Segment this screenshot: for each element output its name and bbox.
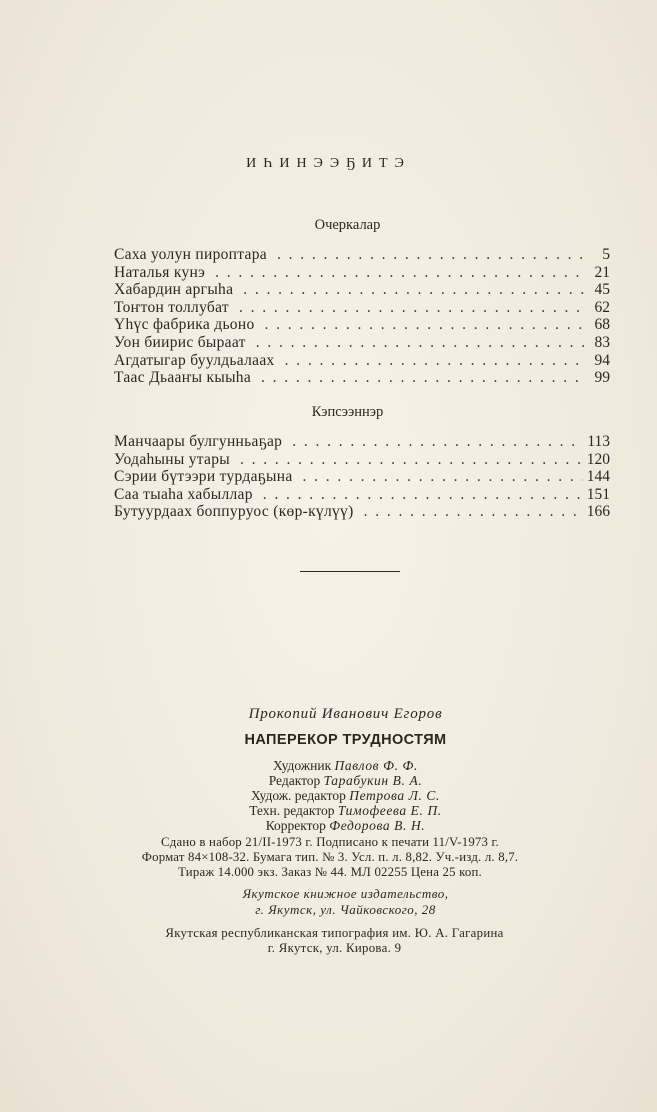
toc-entry-page: 120: [586, 450, 610, 468]
toc-entry-page: 144: [586, 468, 610, 486]
dot-leader: [265, 316, 586, 334]
publisher-block: [0, 886, 657, 918]
toc-entry-title: Уон биирис быраат: [114, 333, 246, 351]
toc-entry-page: 45: [594, 281, 610, 299]
dot-leader: [243, 281, 586, 299]
credit-name: Павлов Ф. Ф.: [334, 758, 418, 773]
publisher-line: г. Якутск, ул. Чайковского, 28: [255, 902, 436, 917]
publication-details: [0, 835, 657, 880]
toc-entry-title: Уодаһыны утары: [114, 450, 230, 468]
toc-entry-title: Тоҥтон толлубат: [114, 298, 229, 316]
credit-row: [0, 773, 657, 788]
credit-name: Тимофеева Е. П.: [337, 803, 442, 818]
toc-entry-title: Таас Дьааҥы кыыһа: [114, 369, 252, 387]
dot-leader: [292, 433, 583, 451]
dot-leader: [303, 468, 583, 486]
credit-role: Редактор: [268, 773, 321, 788]
toc-entry-page: 62: [594, 298, 610, 316]
toc-entry-title: Бутуурдаах боппуруос (көр-күлүү): [114, 503, 354, 521]
dot-leader: [256, 334, 586, 352]
author-name: Прокопий Иванович Егоров: [248, 706, 443, 722]
toc-entry-page: 113: [587, 433, 610, 450]
toc-list-stories: [114, 433, 610, 521]
publisher-line: Якутское книжное издательство,: [242, 886, 449, 901]
divider-rule: [300, 571, 400, 572]
toc-entry-page: 166: [586, 503, 610, 521]
credit-name: Федорова В. Н.: [329, 818, 426, 833]
section-title-essays: Очеркалар: [314, 217, 381, 233]
toc-entry: [114, 369, 610, 387]
credit-row: [0, 758, 657, 773]
toc-entry-title: Сэрии бүтээри турдаҕына: [114, 468, 293, 486]
credit-role: Худож. редактор: [250, 788, 346, 803]
toc-entry-title: Үһүс фабрика дьоно: [114, 316, 255, 334]
toc-entry: [114, 246, 610, 264]
publication-line: Тираж 14.000 экз. Заказ № 44. МЛ 02255 Цена 25 коп.: [178, 865, 482, 879]
section-title-stories: Кэпсээннэр: [311, 404, 384, 420]
credit-role: Корректор: [265, 818, 326, 833]
credits-block: [0, 758, 657, 833]
toc-entry-page: 21: [594, 263, 610, 281]
contents-heading: ИҺИНЭЭҔИТЭ: [246, 156, 411, 171]
publication-line: Сдано в набор 21/II-1973 г. Подписано к печати 11/V-1973 г.: [161, 835, 499, 849]
toc-entry: [114, 264, 610, 282]
credit-row: [0, 788, 657, 803]
dot-leader: [277, 246, 586, 264]
dot-leader: [215, 264, 586, 282]
toc-entry: [114, 316, 610, 334]
dot-leader: [263, 486, 583, 504]
toc-entry: [114, 451, 610, 469]
dot-leader: [364, 503, 583, 521]
toc-entry-page: 99: [594, 369, 610, 387]
credit-name: Тарабукин В. А.: [323, 773, 423, 788]
publication-line: Формат 84×108-32. Бумага тип. № 3. Усл. п. л. 8,82. Уч.-изд. л. 8,7.: [141, 850, 519, 864]
toc-entry-page: 83: [594, 333, 610, 351]
dot-leader: [285, 352, 586, 370]
book-title: НАПЕРЕКОР ТРУДНОСТЯМ: [244, 732, 447, 748]
credit-row: [0, 803, 657, 818]
printer-line: Якутская республиканская типография им. Ю. А. Гагарина: [165, 926, 504, 940]
credit-name: Петрова Л. С.: [349, 788, 440, 803]
toc-entry-title: Манчаары булгунньаҕар: [114, 433, 283, 450]
toc-entry: [114, 281, 610, 299]
toc-entry: [114, 503, 610, 521]
printer-block: [0, 926, 657, 956]
toc-list-essays: [114, 246, 610, 387]
dot-leader: [239, 299, 586, 317]
dot-leader: [261, 369, 586, 387]
toc-entry-page: 68: [594, 316, 610, 334]
toc-entry-title: Саха уолун пироптара: [114, 246, 267, 263]
printer-line: г. Якутск, ул. Кирова. 9: [267, 941, 402, 955]
toc-entry-page: 94: [594, 351, 610, 369]
credit-row: [0, 818, 657, 833]
toc-entry-title: Наталья кунэ: [114, 263, 206, 281]
toc-entry-page: 151: [586, 485, 610, 503]
credit-role: Техн. редактор: [249, 803, 335, 818]
dot-leader: [240, 451, 583, 469]
toc-entry-title: Хабардин аргыһа: [114, 281, 234, 299]
toc-entry: [114, 433, 610, 451]
credit-role: Художник: [273, 758, 332, 773]
toc-entry-page: 5: [602, 246, 610, 263]
toc-entry: [114, 299, 610, 317]
toc-entry-title: Саа тыаһа хабыллар: [114, 485, 253, 503]
toc-entry: [114, 352, 610, 370]
toc-entry-title: Агдатыгар буулдьалаах: [114, 351, 275, 369]
toc-entry: [114, 334, 610, 352]
toc-entry: [114, 468, 610, 486]
toc-entry: [114, 486, 610, 504]
